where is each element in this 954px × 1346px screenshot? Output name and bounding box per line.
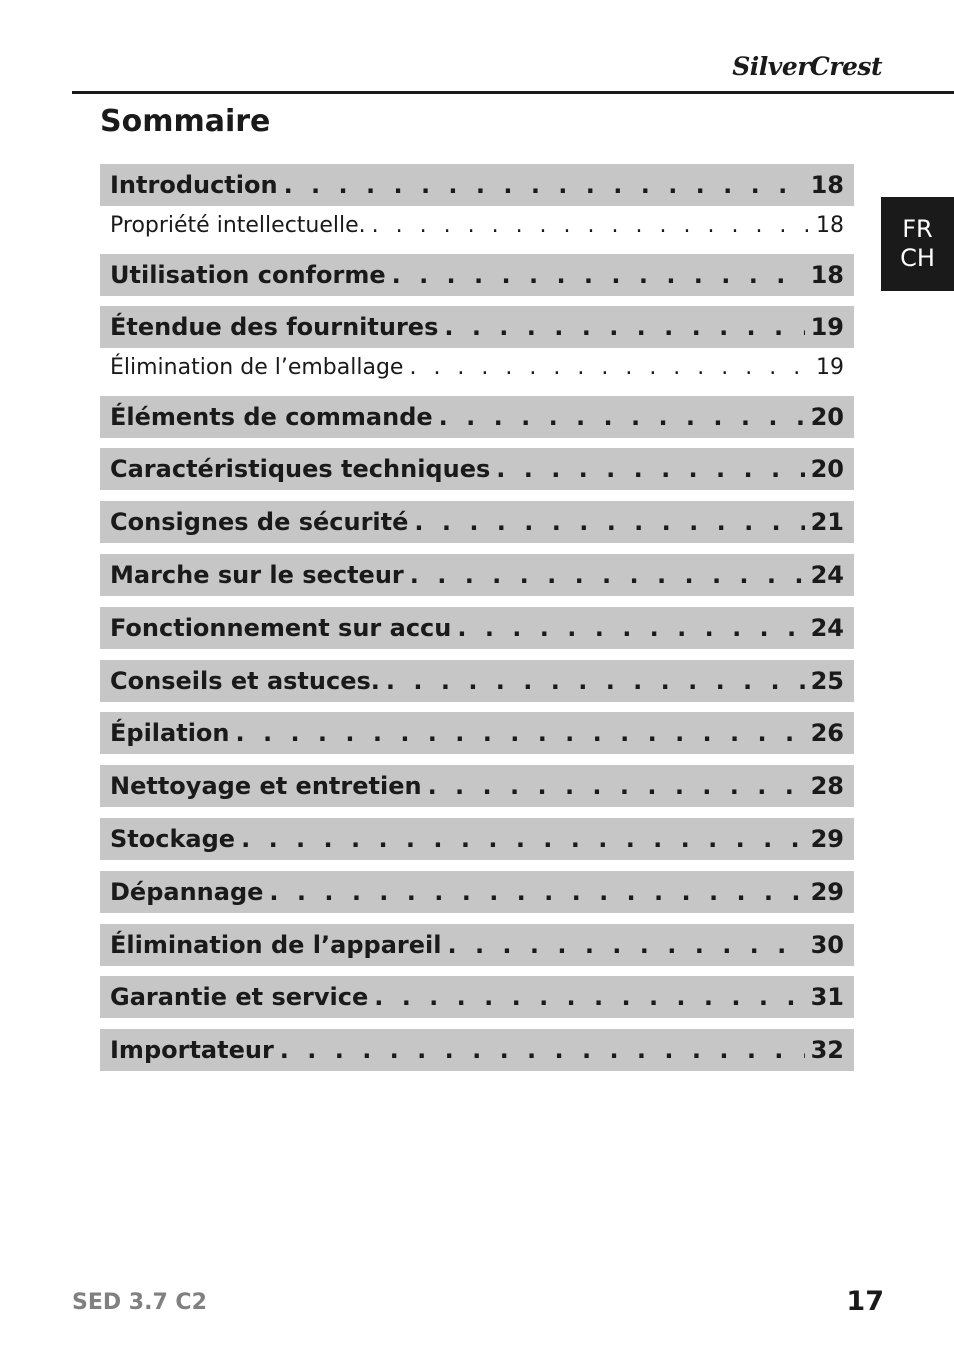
toc-entry-label: Utilisation conforme: [110, 261, 386, 289]
toc-leader-dots: [386, 667, 805, 695]
toc-entry-label: Élimination de l’emballage: [110, 354, 404, 380]
toc-entry[interactable]: [100, 660, 854, 702]
toc-entry[interactable]: [100, 554, 854, 596]
toc-entry-label: Garantie et service: [110, 983, 369, 1011]
toc-entry[interactable]: [100, 164, 854, 206]
toc-entry-label: Marche sur le secteur: [110, 561, 404, 589]
toc-entry-label: Étendue des fournitures: [110, 313, 439, 341]
language-tab: [881, 197, 954, 291]
toc-entry-page: 18: [816, 212, 844, 238]
toc-entry-page: 24: [810, 614, 844, 642]
toc-leader-dots: [392, 261, 805, 289]
toc-leader-dots: [241, 825, 805, 853]
toc-leader-dots: [496, 455, 804, 483]
toc-entry[interactable]: [100, 1029, 854, 1071]
toc-entry[interactable]: [100, 448, 854, 490]
toc-entry[interactable]: [100, 818, 854, 860]
toc-entry-label: Importateur: [110, 1036, 274, 1064]
brand-logo: SilverCrest: [732, 52, 882, 81]
toc-leader-dots: [372, 213, 810, 238]
toc-leader-dots: [457, 614, 804, 642]
toc-entry-page: 19: [810, 313, 844, 341]
toc-subentry[interactable]: [100, 348, 854, 386]
footer-model: SED 3.7 C2: [72, 1290, 207, 1315]
toc-entry-page: 32: [810, 1036, 844, 1064]
toc-leader-dots: [269, 878, 804, 906]
toc-entry[interactable]: [100, 976, 854, 1018]
toc-entry[interactable]: [100, 712, 854, 754]
toc-entry-label: Conseils et astuces.: [110, 667, 380, 695]
toc-entry-label: Consignes de sécurité: [110, 508, 409, 536]
toc-entry[interactable]: [100, 924, 854, 966]
toc-leader-dots: [236, 719, 805, 747]
toc-entry-page: 26: [810, 719, 844, 747]
toc-entry-label: Fonctionnement sur accu: [110, 614, 452, 642]
toc-entry[interactable]: [100, 765, 854, 807]
toc-entry-label: Nettoyage et entretien: [110, 772, 422, 800]
toc-entry-page: 19: [816, 354, 844, 380]
toc-entry-page: 18: [810, 261, 844, 289]
toc-leader-dots: [414, 508, 804, 536]
toc-entry-label: Épilation: [110, 719, 230, 747]
toc-entry-page: 20: [810, 403, 844, 431]
toc-entry-page: 20: [810, 455, 844, 483]
page-title: Sommaire: [100, 104, 271, 139]
toc-entry[interactable]: [100, 306, 854, 348]
language-code-fr: FR: [902, 215, 933, 243]
toc-leader-dots: [284, 171, 805, 199]
toc-entry-label: Élimination de l’appareil: [110, 931, 442, 959]
toc-leader-dots: [447, 931, 804, 959]
toc-leader-dots: [280, 1036, 805, 1064]
toc-leader-dots: [444, 313, 804, 341]
language-code-ch: CH: [900, 244, 935, 272]
toc-entry-page: 30: [810, 931, 844, 959]
toc-leader-dots: [428, 772, 805, 800]
toc-entry-label: Caractéristiques techniques: [110, 455, 491, 483]
toc-entry-label: Dépannage: [110, 878, 264, 906]
toc-leader-dots: [409, 355, 810, 380]
toc-leader-dots: [374, 983, 804, 1011]
footer-page-number: 17: [846, 1286, 884, 1317]
toc-entry-page: 31: [810, 983, 844, 1011]
toc-entry-page: 29: [810, 878, 844, 906]
toc-entry[interactable]: [100, 607, 854, 649]
toc-leader-dots: [410, 561, 805, 589]
toc-entry[interactable]: [100, 871, 854, 913]
toc-entry-page: 24: [810, 561, 844, 589]
toc-entry-label: Introduction: [110, 171, 278, 199]
toc-entry-page: 28: [810, 772, 844, 800]
toc-entry[interactable]: [100, 254, 854, 296]
toc-entry-page: 18: [810, 171, 844, 199]
header-rule: [72, 91, 954, 94]
toc-entry[interactable]: [100, 501, 854, 543]
toc-entry[interactable]: [100, 396, 854, 438]
toc-entry-page: 21: [810, 508, 844, 536]
toc-leader-dots: [439, 403, 805, 431]
toc-entry-page: 29: [810, 825, 844, 853]
toc-entry-label: Éléments de commande: [110, 403, 433, 431]
toc-entry-label: Propriété intellectuelle.: [110, 212, 366, 238]
toc-entry-page: 25: [810, 667, 844, 695]
toc-entry-label: Stockage: [110, 825, 236, 853]
toc-subentry[interactable]: [100, 206, 854, 244]
